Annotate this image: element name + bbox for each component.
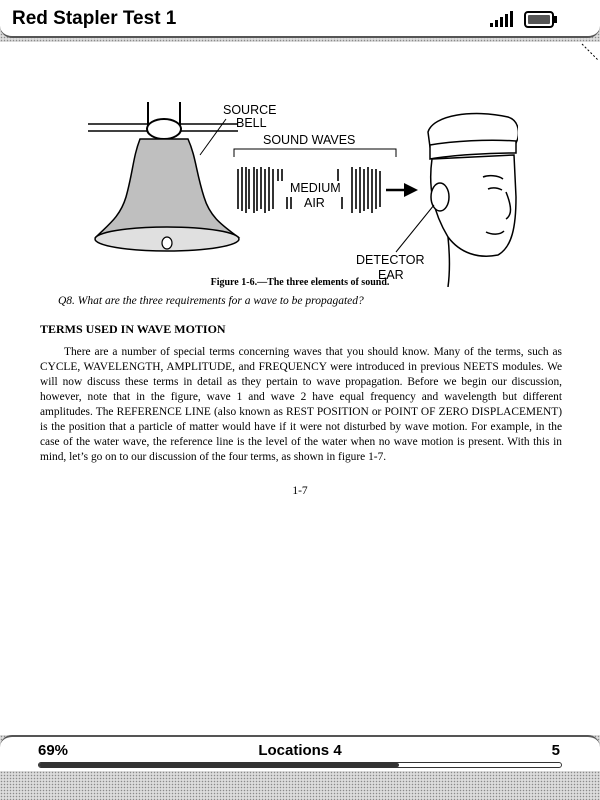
figure-sound-elements bbox=[88, 97, 518, 287]
label-air: AIR bbox=[304, 196, 325, 210]
footer-bar bbox=[0, 735, 600, 800]
status-bar bbox=[0, 0, 600, 42]
label-bell: BELL bbox=[236, 116, 267, 130]
body-paragraph: There are a number of special terms concerning waves that you should know. Many of the terms, such as CYCLE, WAVELENGTH, AMPLITUDE, and FREQUENCY were introduced in previous NEETS modules. We will now discuss these terms in detail as they pertain to wave propagation. Before we begin our discussion, however, note that in the figure, wave 1 and wave 2 have equal frequency and wavelength but different amplitudes. The REFERENCE LINE (also known as REST POSITION or POINT OF ZERO DISPLACEMENT) is the position that a particle of matter would have if it were not disturbed by wave motion. For example, in the case of the water wave, the reference line is the level of the water when no wave motion is present. With this in mind, let’s go on to our discussion of the four terms, as shown in figure 1-7. bbox=[40, 346, 562, 463]
label-source: SOURCE bbox=[223, 103, 277, 117]
location-indicator: Locations 4 bbox=[258, 742, 342, 759]
battery-icon bbox=[524, 11, 558, 28]
question-text: Q8. What are the three requirements for a wave to be propagated? bbox=[58, 295, 364, 307]
label-ear: EAR bbox=[378, 268, 404, 282]
book-page bbox=[0, 42, 600, 732]
label-medium: MEDIUM bbox=[290, 181, 341, 195]
section-heading: TERMS USED IN WAVE MOTION bbox=[40, 322, 226, 336]
bell-illustration bbox=[88, 102, 239, 251]
footer-page-number: 5 bbox=[551, 742, 560, 759]
book-title: Red Stapler Test 1 bbox=[12, 8, 177, 29]
sailor-head-illustration bbox=[428, 113, 518, 287]
reading-percent: 69% bbox=[38, 742, 69, 759]
signal-bars-icon bbox=[489, 10, 519, 28]
page-number: 1-7 bbox=[292, 485, 308, 497]
label-sound-waves: SOUND WAVES bbox=[263, 133, 356, 147]
status-bar-panel bbox=[0, 0, 600, 38]
reading-progress-fill bbox=[39, 763, 399, 767]
reading-progress-bar[interactable] bbox=[38, 762, 562, 768]
label-detector: DETECTOR bbox=[356, 253, 425, 267]
figure-caption: Figure 1-6.—The three elements of sound. bbox=[210, 277, 390, 288]
footer-panel bbox=[0, 735, 600, 771]
